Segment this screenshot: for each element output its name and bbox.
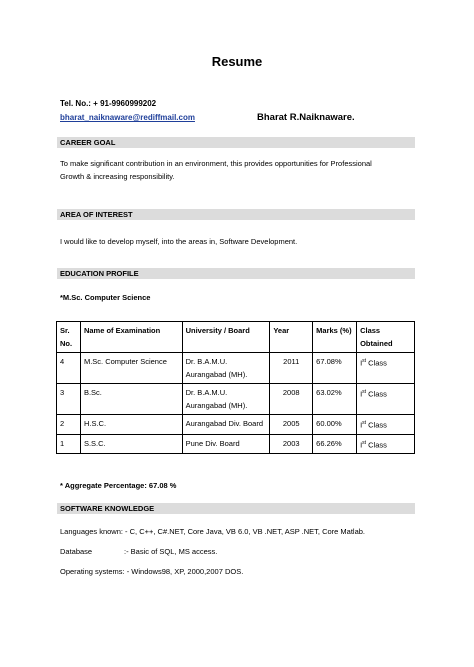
career-goal-text-line1: To make significant contribution in an environment, this provides opportunities for Professional <box>60 159 372 168</box>
table-row <box>57 384 415 415</box>
education-table <box>56 321 415 454</box>
table-row <box>57 353 415 384</box>
class-sup: st <box>362 420 367 426</box>
marks-cell: 67.08% <box>313 353 357 384</box>
board-cell: Pune Div. Board <box>182 434 270 454</box>
column-header: University / Board <box>182 322 270 353</box>
career-goal-heading: CAREER GOAL <box>57 137 415 148</box>
sr-cell: 2 <box>57 415 81 435</box>
area-of-interest-heading: AREA OF INTEREST <box>57 209 415 220</box>
database-value: :- Basic of SQL, MS access. <box>124 547 218 556</box>
year-cell: 2005 <box>270 415 313 435</box>
class-suffix: Class <box>366 389 387 399</box>
education-subhead: *M.Sc. Computer Science <box>60 293 151 302</box>
exam-cell: B.Sc. <box>80 384 182 415</box>
year-cell: 2003 <box>270 434 313 454</box>
class-sup: st <box>362 389 367 395</box>
exam-cell: H.S.C. <box>80 415 182 435</box>
column-header: Sr. No. <box>57 322 81 353</box>
languages-known: Languages known: - C, C++, C#.NET, Core Java, VB 6.0, VB .NET, ASP .NET, Core Matlab. <box>60 527 366 536</box>
class-sup: st <box>362 439 367 446</box>
career-goal-text-line2: Growth & increasing responsibility. <box>60 172 175 181</box>
class-cell <box>357 353 415 384</box>
column-header: Class Obtained <box>357 322 415 353</box>
aggregate-percentage: * Aggregate Percentage: 67.08 % <box>60 481 177 490</box>
year-cell: 2011 <box>270 353 313 384</box>
candidate-name: Bharat R.Naiknaware. <box>257 112 355 123</box>
class-prefix: I <box>360 420 363 430</box>
board-cell: Aurangabad Div. Board <box>182 415 270 435</box>
column-header: Marks (%) <box>313 322 357 353</box>
column-header: Name of Examination <box>80 322 182 353</box>
column-header: Year <box>270 322 313 353</box>
class-prefix: I <box>360 440 363 449</box>
marks-cell: 66.26% <box>313 434 357 454</box>
sr-cell: 3 <box>57 384 81 415</box>
marks-cell: 60.00% <box>313 415 357 435</box>
class-sup: st <box>362 358 367 364</box>
exam-cell: M.Sc. Computer Science <box>80 353 182 384</box>
education-table-header <box>57 322 415 353</box>
board-cell: Dr. B.A.M.U. Aurangabad (MH). <box>182 384 270 415</box>
class-cell <box>357 434 415 454</box>
table-row <box>57 415 415 435</box>
class-prefix: I <box>360 389 363 399</box>
education-heading: EDUCATION PROFILE <box>57 268 415 279</box>
class-cell <box>357 384 415 415</box>
software-knowledge-heading: SOFTWARE KNOWLEDGE <box>57 503 415 514</box>
sr-cell: 4 <box>57 353 81 384</box>
class-suffix: Class <box>366 358 387 368</box>
class-suffix: Class <box>366 420 387 430</box>
class-prefix: I <box>360 358 363 368</box>
sr-cell: 1 <box>57 434 81 454</box>
class-suffix: Class <box>366 440 387 449</box>
marks-cell: 63.02% <box>313 384 357 415</box>
database-row <box>60 547 217 556</box>
board-cell: Dr. B.A.M.U. Aurangabad (MH). <box>182 353 270 384</box>
phone-number: Tel. No.: + 91-9960999202 <box>60 99 157 108</box>
page-title: Resume <box>211 54 263 69</box>
year-cell: 2008 <box>270 384 313 415</box>
operating-systems: Operating systems: - Windows98, XP, 2000,2007 DOS. <box>60 567 244 576</box>
email-link[interactable]: bharat_naiknaware@rediffmail.com <box>60 113 195 122</box>
exam-cell: S.S.C. <box>80 434 182 454</box>
class-cell <box>357 415 415 435</box>
area-of-interest-text: I would like to develop myself, into the areas in, Software Development. <box>60 237 298 246</box>
database-label: Database <box>60 547 93 556</box>
table-row <box>57 434 415 454</box>
